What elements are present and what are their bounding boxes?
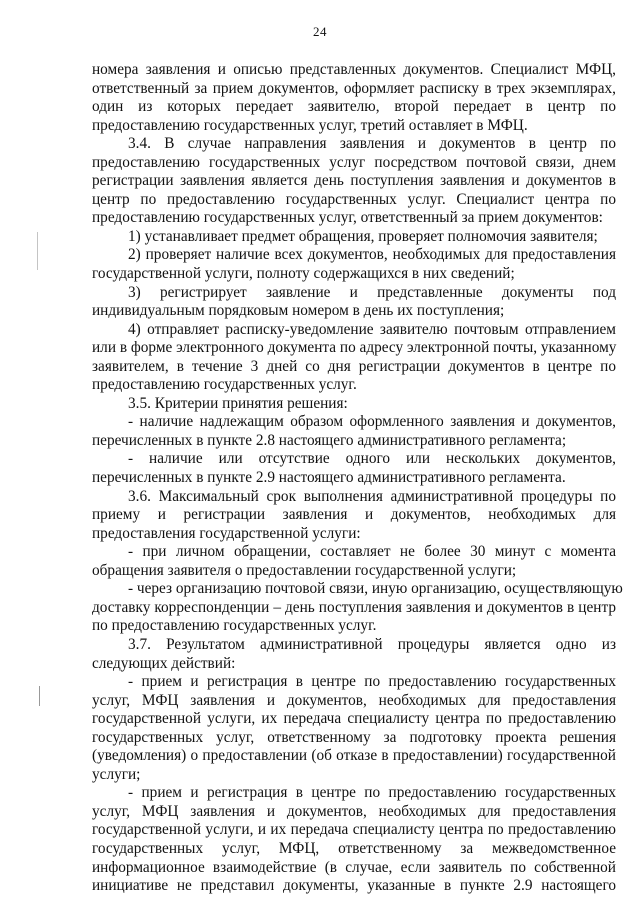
text-line: - прием и регистрация в центре по предоставлению государственных (128, 784, 616, 802)
text-line: 3.4. В случае направления заявления и документов в центр по (128, 135, 616, 153)
text-line: ответственный за прием документов, оформляет расписку в трех экземплярах, (92, 79, 616, 97)
text-line: 1) устанавливает предмет обращения, проверяет полномочия заявителя; (128, 227, 598, 245)
text-line: предоставления государственной услуги: (92, 524, 361, 542)
text-line: предоставлению государственных услуг, третий оставляет в МФЦ. (92, 116, 528, 134)
text-line: инициативе не представил документы, указанные в пункте 2.9 настоящего (92, 877, 616, 895)
text-line: центр по предоставлению государственных услуг. Специалист центра по (92, 190, 616, 208)
text-line: - через организацию почтовой связи, иную организацию, осуществляющую (128, 580, 623, 598)
text-line: предоставлению государственных услуг. (92, 376, 357, 394)
text-line: информационное взаимодействие (в случае, если заявитель по собственной (92, 858, 616, 876)
text-line: перечисленных в пункте 2.8 настоящего административного регламента; (92, 431, 567, 449)
text-line: предоставлению государственных услуг, ответственный за прием документов: (92, 209, 603, 227)
text-line: номера заявления и описью представленных документов. Специалист МФЦ, (92, 61, 616, 78)
text-line: - наличие надлежащим образом оформленного заявления и документов, (128, 413, 616, 431)
text-line: государственных услуг, МФЦ, ответственному за межведомственное (92, 839, 616, 857)
text-line: 4) отправляет расписку-уведомление заявителю почтовым отправлением (128, 320, 616, 338)
text-line: услуги; (92, 765, 141, 783)
margin-mark (39, 686, 40, 706)
text-line: обращения заявителя о предоставлении государственной услуги; (92, 561, 517, 579)
text-line: 3.5. Критерии принятия решения: (128, 394, 348, 412)
text-line: регистрации заявления является день поступления заявления и документов в (92, 172, 616, 190)
text-line: перечисленных в пункте 2.9 настоящего административного регламента. (92, 469, 566, 487)
text-line: государственной услуги, полноту содержащихся в них сведений; (92, 265, 515, 283)
text-line: заявителем, в течение 3 дней со дня регистрации документов в центре по (92, 357, 616, 375)
text-line: индивидуальным порядковым номером в день их поступления; (92, 302, 505, 320)
text-line: государственных услуг, ответственному за подготовку проекта решения (92, 728, 616, 746)
text-line: - при личном обращении, составляет не более 30 минут с момента (128, 543, 616, 561)
text-line: или в форме электронного документа по адресу электронной почты, указанному (92, 339, 617, 357)
margin-mark (37, 232, 38, 270)
text-line: государственной услуги, их передача специалисту центра по предоставлению (92, 710, 616, 728)
text-line: по предоставлению государственных услуг. (92, 617, 377, 635)
text-line: один из которых передает заявителю, второй передает в центр по (92, 98, 616, 116)
text-line: услуг, МФЦ заявления и документов, необходимых для предоставления (92, 691, 616, 709)
text-line: предоставлению государственных услуг посредством почтовой связи, днем (92, 153, 616, 171)
text-line: (уведомления) о предоставлении (об отказе в предоставлении) государственной (92, 747, 616, 765)
text-line: государственной услуги, и их передача специалисту центра по предоставлению (92, 821, 616, 839)
text-line: 3.7. Результатом административной процедуры является одно из (128, 635, 616, 653)
text-line: приему и регистрации заявления и документов, необходимых для (92, 506, 616, 524)
text-line: 2) проверяет наличие всех документов, необходимых для предоставления (128, 246, 616, 264)
text-line: - наличие или отсутствие одного или нескольких документов, (128, 450, 616, 468)
text-line: - прием и регистрация в центре по предоставлению государственных (128, 673, 616, 691)
text-line: следующих действий: (92, 654, 236, 672)
body-text (92, 61, 623, 896)
text-line: доставку корреспонденции – день поступления заявления и документов в центр (92, 598, 616, 616)
text-line: 3.6. Максимальный срок выполнения административной процедуры по (128, 487, 616, 505)
text-line: 3) регистрирует заявление и представленные документы под (128, 283, 616, 301)
page-number: 24 (313, 24, 327, 39)
text-line: услуг, МФЦ заявления и документов, необходимых для предоставления (92, 802, 616, 820)
